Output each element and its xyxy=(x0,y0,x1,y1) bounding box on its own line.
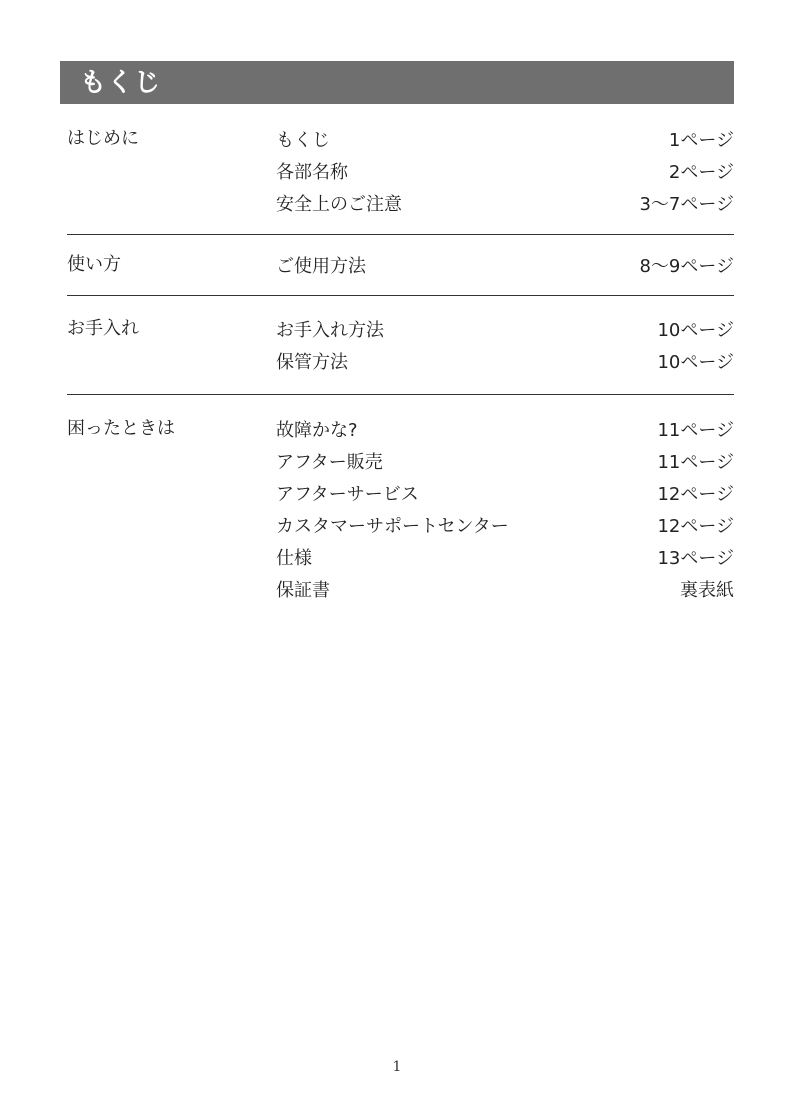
entry-title: お手入れ方法 xyxy=(276,320,384,341)
entry-page: 裏表紙 xyxy=(680,580,734,601)
section-label: 使い方 xyxy=(67,254,121,275)
toc-entry[interactable] xyxy=(276,187,734,219)
entry-title: 仕様 xyxy=(276,548,312,569)
entry-title: アフターサービス xyxy=(276,484,419,505)
entry-title: ご使用方法 xyxy=(276,256,366,277)
page-number: 1 xyxy=(392,1059,402,1075)
toc-section-introduction xyxy=(67,123,734,234)
entry-page: 10ページ xyxy=(657,352,734,373)
toc-section-usage xyxy=(67,234,734,295)
page-title: もくじ xyxy=(80,67,162,98)
entry-page: 2ページ xyxy=(668,162,734,183)
entry-page: 12ページ xyxy=(657,516,734,537)
section-entries xyxy=(276,123,734,219)
toc-entry[interactable] xyxy=(276,249,734,281)
toc-entry[interactable] xyxy=(276,541,734,573)
table-of-contents xyxy=(67,123,734,605)
toc-entry[interactable] xyxy=(276,573,734,605)
entry-title: 各部名称 xyxy=(276,162,348,183)
entry-page: 11ページ xyxy=(657,452,734,473)
toc-entry[interactable] xyxy=(276,155,734,187)
toc-entry[interactable] xyxy=(276,477,734,509)
toc-entry[interactable] xyxy=(276,313,734,345)
entry-page: 8〜9ページ xyxy=(639,256,734,277)
toc-section-maintenance xyxy=(67,295,734,394)
section-entries xyxy=(276,313,734,377)
section-label: 困ったときは xyxy=(67,418,175,439)
entry-page: 12ページ xyxy=(657,484,734,505)
toc-title-bar xyxy=(60,61,734,104)
toc-entry[interactable] xyxy=(276,345,734,377)
entry-title: アフター販売 xyxy=(276,452,383,473)
section-label: はじめに xyxy=(67,128,139,149)
entry-title: カスタマーサポートセンター xyxy=(276,516,509,537)
entry-page: 1ページ xyxy=(668,130,734,151)
section-entries xyxy=(276,249,734,281)
toc-entry[interactable] xyxy=(276,509,734,541)
entry-page: 11ページ xyxy=(657,420,734,441)
entry-title: 保管方法 xyxy=(276,352,348,373)
section-label: お手入れ xyxy=(67,318,139,339)
entry-title: 故障かな? xyxy=(276,420,358,441)
toc-entry[interactable] xyxy=(276,413,734,445)
entry-page: 13ページ xyxy=(657,548,734,569)
toc-section-troubleshooting xyxy=(67,394,734,605)
entry-title: もくじ xyxy=(276,130,330,151)
entry-title: 安全上のご注意 xyxy=(276,194,402,215)
entry-page: 10ページ xyxy=(657,320,734,341)
entry-page: 3〜7ページ xyxy=(639,194,734,215)
entry-title: 保証書 xyxy=(276,580,330,601)
toc-entry[interactable] xyxy=(276,123,734,155)
section-entries xyxy=(276,413,734,605)
toc-entry[interactable] xyxy=(276,445,734,477)
